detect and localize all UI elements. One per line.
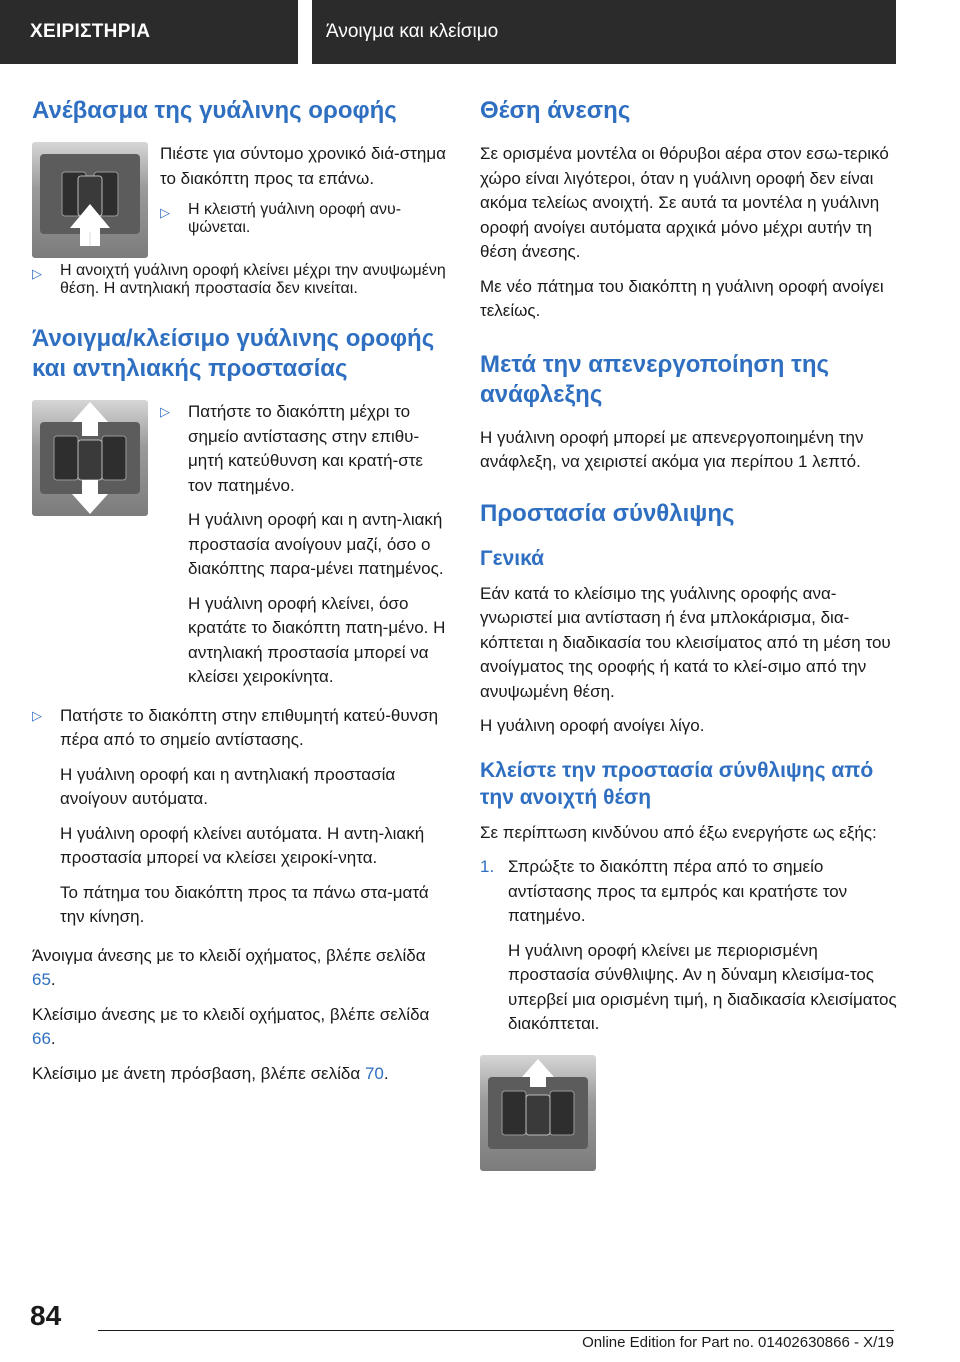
footer-edition: Online Edition for Part no. 01402630866 - X/19	[582, 1334, 894, 1351]
pinch-step-1	[480, 855, 900, 1037]
pinch-step-1-p2: Η γυάλινη οροφή κλείνει με περιορισμένη προστασία σύνθλιψης. Αν η δύναμη κλεισίμα-τος υπερβεί μια ορισμένη τιμή, η διαδικασία κλεισίματος διακόπτεται.	[508, 940, 897, 1033]
heading-after-ignition-off: Μετά την απενεργοποίηση της ανάφλεξης	[480, 350, 829, 408]
switch-up-icon	[32, 142, 148, 258]
open-close-bullet-2-body	[60, 704, 452, 930]
pinch-p3: Σε περίπτωση κινδύνου από έξω ενεργήστε ως εξής:	[480, 822, 877, 842]
raise-bullet-2-text: Η ανοιχτή γυάλινη οροφή κλείνει μέχρι την ανυψωμένη θέση. Η αντηλιακή προστασία δεν κινείται.	[60, 262, 446, 297]
triangle-bullet-icon: ▷	[32, 266, 42, 281]
header-section-tab	[312, 0, 896, 64]
open-close-bullet-2	[32, 704, 452, 930]
pinch-p1: Εάν κατά το κλείσιμο της γυάλινης οροφής ανα-γνωριστεί μια αντίσταση ή ένα μπλοκάρισμα, δια-κόπτεται η διαδικασία του κλεισίματος από τη μέση του ανοίγματος της οροφής ή κατά το κλεί-σιμο από την ανυψωμένη θέση.	[480, 583, 891, 701]
triangle-bullet-icon: ▷	[160, 404, 170, 419]
left-column	[32, 96, 452, 1096]
switch-updown-illustration	[32, 400, 148, 516]
comfort-p1: Σε ορισμένα μοντέλα οι θόρυβοι αέρα στον εσω-τερικό χώρο είναι λιγότεροι, όταν η γυάλινη οροφή δεν είναι ακόμα τελείως ανοιχτή. Σε αυτά τα μοντέλα η γυάλινη οροφή ανοίγει αυτόματα αρχικά μόνο μέχρι αυτήν τη θέση άνεσης.	[480, 144, 889, 261]
heading-comfort-position: Θέση άνεσης	[480, 97, 631, 124]
ref-comfort-open: Άνοιγμα άνεσης με το κλειδί οχήματος, βλέπε σελίδα 65.	[32, 945, 426, 989]
switch-up-illustration	[32, 142, 148, 258]
open-close-b2-p4: Το πάτημα του διακόπτη προς τα πάνω στα-ματά την κίνηση.	[60, 882, 429, 926]
switch-forward-icon	[480, 1055, 596, 1171]
comfort-p2: Με νέο πάτημα του διακόπτη η γυάλινη οροφή ανοίγει τελείως.	[480, 276, 884, 320]
heading-open-close-roof: Άνοιγμα/κλείσιμο γυάλινης οροφής και αντηλιακής προστασίας	[32, 325, 435, 382]
chapter-title: ΧΕΙΡΙΣΤΗΡΙΑ	[30, 21, 151, 42]
subheading-general: Γενικά	[480, 546, 545, 570]
page-link-66[interactable]: 66	[32, 1029, 51, 1048]
section-title: Άνοιγμα και κλείσιμο	[326, 21, 499, 42]
open-close-figure-row	[32, 400, 452, 700]
open-close-b1-p1: Πατήστε το διακόπτη μέχρι το σημείο αντίστασης στην επιθυ-μητή κατεύθυνση και κρατή-στε τον πατημένο.	[188, 402, 424, 495]
switch-forward-illustration	[480, 1055, 596, 1171]
raise-bullet-1-text: Η κλειστή γυάλινη οροφή ανυ-ψώνεται.	[188, 201, 402, 236]
raise-bullet-2	[32, 262, 452, 298]
footer-divider	[98, 1330, 894, 1331]
open-close-bullet-1	[160, 400, 452, 690]
subheading-close-from-open: Κλείστε την προστασία σύνθλιψης από την ανοιχτή θέση	[480, 758, 874, 809]
open-close-bullet-1-body	[188, 400, 452, 690]
raise-figure-row	[32, 142, 452, 258]
ignition-p1: Η γυάλινη οροφή μπορεί με απενεργοποιημένη την ανάφλεξη, να χειριστεί ακόμα για περίπου 1 λεπτό.	[480, 427, 864, 471]
triangle-bullet-icon: ▷	[32, 707, 42, 723]
open-close-b1-p3: Η γυάλινη οροφή κλείνει, όσο κρατάτε το διακόπτη πατη-μένο. Η αντηλιακή προστασία μπορεί να κλείσει χειροκίνητα.	[188, 593, 446, 686]
open-close-b2-p2: Η γυάλινη οροφή και η αντηλιακή προστασία ανοίγουν αυτόματα.	[60, 764, 396, 808]
ref-comfort-close: Κλείσιμο άνεσης με το κλειδί οχήματος, βλέπε σελίδα 66.	[32, 1004, 430, 1048]
pinch-step-1-body	[508, 855, 900, 1037]
switch-updown-icon	[32, 400, 148, 516]
open-close-b2-p3: Η γυάλινη οροφή κλείνει αυτόματα. Η αντη-λιακή προστασία μπορεί να κλείσει χειροκί-νητα.	[60, 823, 425, 867]
open-close-figure-text	[160, 400, 452, 700]
open-close-b2-p1: Πατήστε το διακόπτη στην επιθυμητή κατεύ-θυνση πέρα από το σημείο αντίστασης.	[60, 705, 439, 749]
page-number: 84	[30, 1300, 62, 1331]
step-number: 1.	[480, 857, 495, 876]
page-link-70[interactable]: 70	[364, 1063, 384, 1083]
raise-bullet-1	[160, 201, 452, 237]
raise-figure-text	[160, 142, 452, 258]
pinch-step-1-p1: Σπρώξτε το διακόπτη πέρα από το σημείο αντίστασης προς τα εμπρός και κρατήστε τον πατημένο.	[508, 857, 848, 925]
heading-raise-glass-roof: Ανέβασμα της γυάλινης οροφής	[32, 97, 397, 124]
triangle-bullet-icon: ▷	[160, 205, 170, 220]
right-column	[480, 96, 900, 1171]
header-chapter-tab	[0, 0, 298, 64]
open-close-b1-p2: Η γυάλινη οροφή και η αντη-λιακή προστασία ανοίγουν μαζί, όσο ο διακόπτης παρα-μένει πατημένος.	[188, 510, 444, 578]
pinch-p2: Η γυάλινη οροφή ανοίγει λίγο.	[480, 716, 705, 735]
raise-intro: Πιέστε για σύντομο χρονικό διά-στημα το διακόπτη προς τα επάνω.	[160, 144, 446, 188]
ref-comfort-access: Κλείσιμο με άνετη πρόσβαση, βλέπε σελίδα 70.	[32, 1063, 389, 1083]
heading-pinch-protection: Προστασία σύνθλιψης	[480, 499, 735, 527]
page-link-65[interactable]: 65	[32, 970, 51, 989]
